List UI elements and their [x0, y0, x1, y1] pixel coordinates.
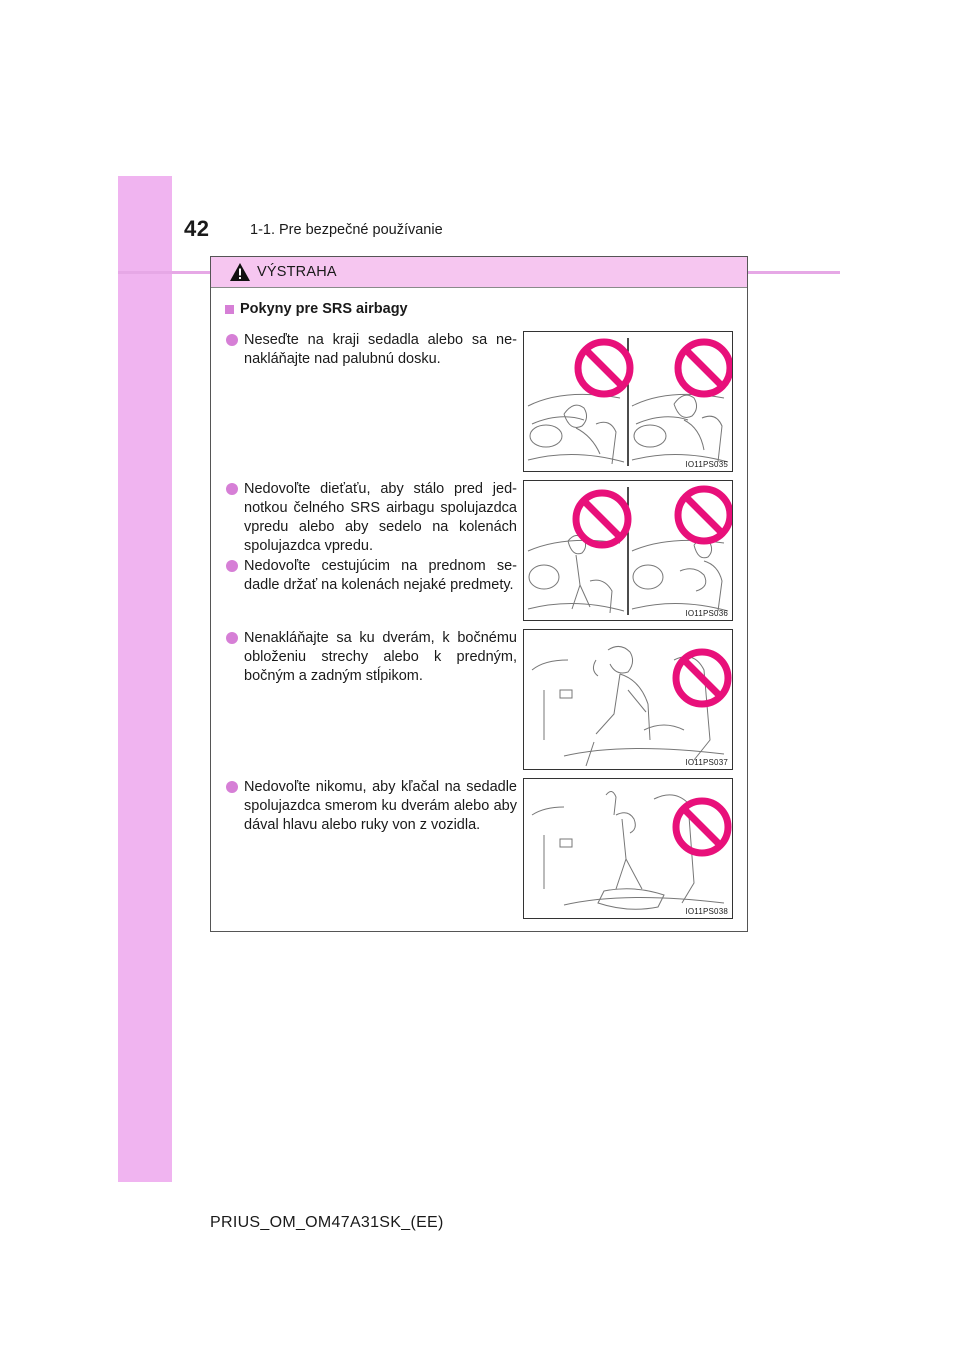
prohibited-sign-icon [578, 342, 630, 394]
prohibited-sign-icon [678, 489, 730, 541]
illustration-1 [523, 331, 733, 472]
list-item: Nedovoľte dieťaťu, aby stálo pred jednotkou čelného SRS airbagu spolujazdca vpredu alebo aby sedelo na kolenách spolujazdca vpredu. [225, 480, 517, 556]
page-number: 42 [184, 216, 210, 241]
bullet-dot-icon [226, 334, 238, 346]
bullet-dot-icon [226, 781, 238, 793]
bullet-dot-icon [226, 483, 238, 495]
chapter-side-tab [118, 176, 172, 1182]
warning-header [211, 257, 747, 288]
subsection-heading [225, 301, 408, 317]
illustration-code: IO11PS038 [685, 907, 728, 916]
list-item: Nenakláňajte sa ku dverám, k bočnému obloženiu strechy alebo k predným, bočným a zadným stĺpikom. [225, 629, 517, 686]
list-item: Neseďte na kraji sedadla alebo sa nenakláňajte nad palubnú dosku. [225, 331, 517, 369]
illustration-2 [523, 480, 733, 621]
bullet-dot-icon [226, 632, 238, 644]
warning-box [210, 256, 748, 932]
footer-code: PRIUS_OM_OM47A31SK_(EE) [210, 1214, 444, 1231]
warning-triangle-icon [229, 262, 251, 282]
illustration-3 [523, 629, 733, 770]
bullet-dot-icon [226, 560, 238, 572]
prohibited-sign-icon [676, 801, 728, 853]
subsection-title: Pokyny pre SRS airbagy [240, 301, 408, 317]
illustration-4 [523, 778, 733, 919]
list-item: Nedovoľte nikomu, aby kľačal na sedadle spolujazdca smerom ku dverám alebo aby dával hlavu alebo ruky von z vozidla. [225, 778, 517, 835]
prohibited-sign-icon [576, 493, 628, 545]
warning-label: VÝSTRAHA [257, 264, 337, 280]
illustration-code: IO11PS035 [685, 460, 728, 469]
square-bullet-icon [225, 305, 234, 314]
section-title: 1-1. Pre bezpečné používanie [250, 222, 443, 238]
prohibited-sign-icon [678, 342, 730, 394]
prohibited-sign-icon [676, 652, 728, 704]
illustration-code: IO11PS036 [685, 609, 728, 618]
illustration-code: IO11PS037 [685, 758, 728, 767]
list-item: Nedovoľte cestujúcim na prednom sedadle držať na kolenách nejaké predmety. [225, 557, 517, 595]
